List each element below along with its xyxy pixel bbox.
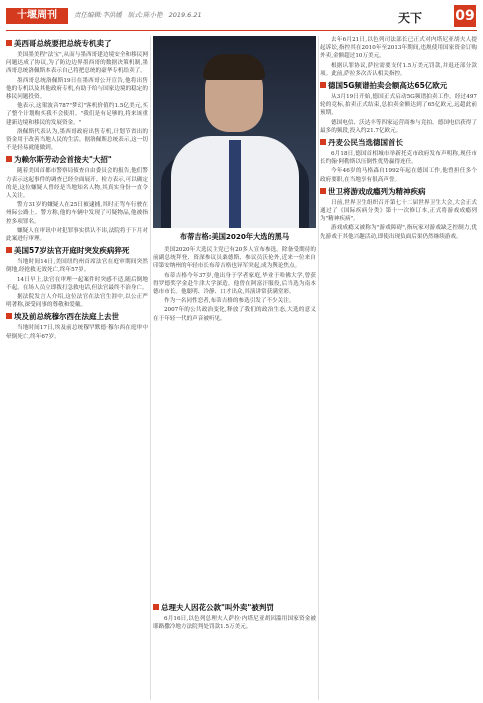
article-paragraph: 美国2020年大选民主党已有20多人宣布参选。除备受期待的前副总统拜登、资深参议员桑德斯、参议员沃伦外,近来一位来自印第安纳州的年轻市长布蒂吉格也异军突起,成为舆论焦点。 xyxy=(153,247,316,270)
headline-morsi: 埃及前总统穆尔西在法庭上去世 xyxy=(6,312,148,322)
article-paragraph: 洛佩斯代表认为,墨西哥政府出售专机,计划节省出的资金用于改善当地人民的生活。据洛佩斯总统表示,这一切不是轻易就能做到。 xyxy=(6,128,148,152)
headline-danish-mayor: 丹麦公民当选德国首长 xyxy=(320,138,477,148)
article-paragraph: 根据认罪协议,萨拉需要支付1.5万美元罚款,并退还部分款项。此前,萨拉多次否认相关指控。 xyxy=(320,62,477,77)
article-paragraph: 今年46岁的马格森自1992年起在德国工作,他曾担任多个政府要职,在当地享有很高声誉。 xyxy=(320,168,477,183)
article-paragraph: 警方31岁的嫌疑人在25日被逮捕,其时正驾车行驶在州际公路上。警方称,他的车辆中发现了可疑物品,他被指控多项罪名。 xyxy=(6,202,148,225)
article-paragraph: 作为一名同性恋者,布蒂吉格的参选引发了不少关注。 xyxy=(164,298,295,305)
editor-name: 责任编辑:李洪媛 xyxy=(74,11,122,19)
column-middle-lower xyxy=(153,600,316,670)
section-title: 天下 xyxy=(398,11,423,25)
article-paragraph: 当地时间17日,埃及前总统穆罕默德·穆尔西在庭审中晕倒死亡,终年67岁。 xyxy=(6,325,148,340)
editor-credits xyxy=(74,10,206,19)
newspaper-logo: 十堰周刊 xyxy=(6,8,68,24)
column-middle xyxy=(153,246,316,426)
headline-germany-5g: 德国5G频谱拍卖会额高达65亿欧元 xyxy=(320,81,477,91)
article-paragraph: 2007年的公共政治变化,释放了我们的政治生态,大选的意义在于年轻一代的声音被听见。 xyxy=(153,307,316,322)
article-paragraph: 从3月19日开始,德国正式启动5G频谱拍卖工作。经过497轮的竞标,拍卖正式结束,总拍卖金额达到了65亿欧元,远超此前预期。 xyxy=(320,94,477,117)
article-paragraph: 随着美国首都市警察局侦查自由委员会的报告,他们警方表示这起事件的调查已经全面展开。检方表示,可以确定的是,这位嫌疑人曾经是当地知名人物,其真实身份一直令人关注。 xyxy=(6,168,148,200)
column-left xyxy=(6,36,148,700)
headline-judge: 美国57岁法官开庭时突发疾病猝死 xyxy=(6,246,148,256)
article-paragraph: 嫌疑人在审讯中对犯罪事实供认不讳,法院将于下月对此案进行审理。 xyxy=(6,227,148,243)
article-paragraph: 他表示,这架波音787"梦幻"客机价值约1.5亿美元,买了整个计划购买我不会使用。"我们是有足够的,将来该重建新边境和移民的发展资金。" xyxy=(6,103,148,126)
article-paragraph: 6月18日,德国首相城市举新托克市政府发布声明称,现任市长约翰·阿勒斯以压倒性优势赢得连任。 xyxy=(320,151,477,166)
article-paragraph: 日前,世界卫生组织召开第七十二届世界卫生大会,大会正式通过了《国际疾病分类》第十一次修订本,正式将游戏成瘾列为"精神疾病"。 xyxy=(320,199,477,223)
headline-case: 为赖尔斯劳动会首接夫"大招" xyxy=(6,155,148,165)
designer-name: 版式:陈小艳 xyxy=(127,11,163,19)
article-paragraph: 14日早上,法官在审理一起案件时突感不适,随后倒地不起。在场人员立即拨打急救电话,但法官最终不治身亡。 xyxy=(6,276,148,291)
headline-pm-wife: 总理夫人因花公款"叫外卖"被判罚 xyxy=(153,603,316,613)
article-paragraph: 去年6月21日,以色列司法部长已正式对内塔尼亚胡夫人提起诉讼,指控其在2010年至2013年期间,违规使用国家资金订购外卖,金额超过10万美元。 xyxy=(320,37,477,60)
article-paragraph: 美国墨美程"法宝",从而与墨西哥建边境安全和移民网问题达成了协议,为了防边边界墨西哥的数据决策机制,墨西哥总统洛佩斯本表示自己将把总统的豪华专机给卖了。 xyxy=(6,52,148,75)
page-header xyxy=(0,0,483,32)
photo-caption: 布蒂吉格:美国2020年大选的黑马 xyxy=(179,232,290,241)
article-paragraph: 德国电信、沃达丰等四家运营商参与竞拍。德国电信获得了最多的频段,投入约21.7亿欧元。 xyxy=(320,119,477,134)
column-divider xyxy=(318,36,319,700)
column-right xyxy=(320,36,477,700)
news-photo xyxy=(153,36,316,228)
issue-date: 2019.6.21 xyxy=(168,11,202,19)
header-divider xyxy=(6,30,477,31)
article-paragraph: 游戏成瘾又被称为"游戏障碍",指玩家对游戏缺乏控制力,优先游戏于其他兴趣活动,即使出现负面后果仍然继续游戏。 xyxy=(320,225,477,240)
page-number: 09 xyxy=(454,5,476,27)
article-paragraph: 6月16日,以色列总理夫人萨拉·内塔尼亚胡因滥用国家资金被耶路撒冷地方法院判处罚款1.5万美元。 xyxy=(153,616,316,631)
headline-who-gaming: 世卫将游戏成瘾列为精神疾病 xyxy=(320,187,477,197)
article-paragraph: 据法院发言人介绍,这位法官在法官生涯中,以公正严明著称,深受同事的尊敬和爱戴。 xyxy=(6,294,148,309)
headline-mexico-jet: 美西哥总统要把总统专机卖了 xyxy=(6,39,148,49)
column-divider xyxy=(150,36,151,700)
article-paragraph: 墨西哥总统洛佩斯19日在墨西哥公开宣告,他将出售他的专机以及其他政府专机,有助于给与国家边境的稳定的移民问题投资。 xyxy=(6,77,148,101)
article-paragraph: 布蒂吉格今年37岁,他出身于学者家庭,毕业于哈佛大学,曾获得罗德奖学金赴牛津大学深造。他曾在阿富汗服役,后当选为南本德市市长。他聪明、冷静、口才出众,其演讲常获满堂彩。 xyxy=(153,272,316,296)
article-paragraph: 当地时间14日,美国纽约州首席法官在庭审期间突然倒地,经抢救无效死亡,终年57岁。 xyxy=(6,259,148,274)
